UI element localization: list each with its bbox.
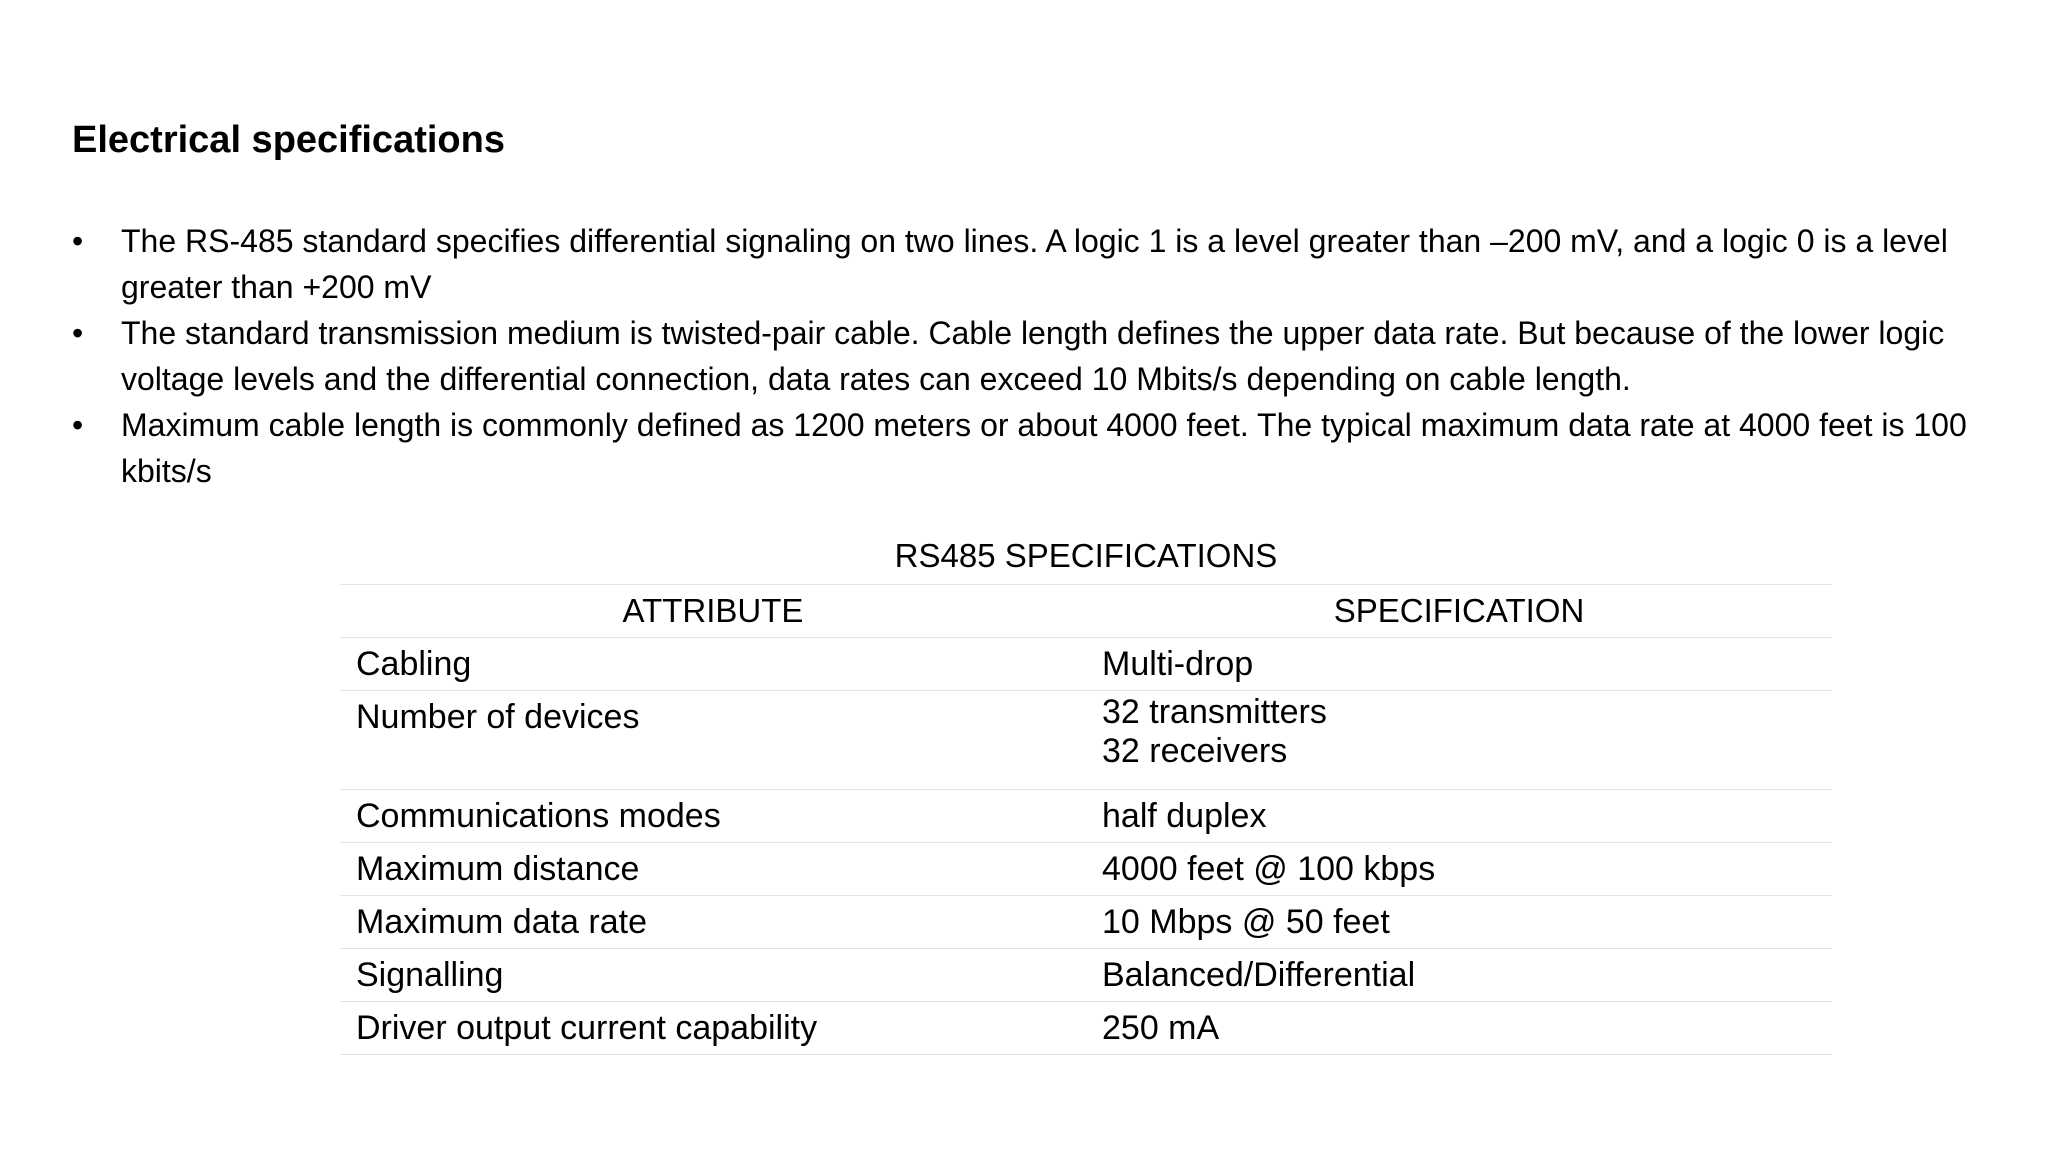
table-row <box>340 896 1832 949</box>
attribute-cell: Maximum distance <box>356 850 640 888</box>
bullet-text: Maximum cable length is commonly defined as 1200 meters or about 4000 feet. The typical maximum data rate at 4000 feet is 100 kbits/s <box>121 407 1967 489</box>
specification-line: 32 receivers <box>1102 732 1288 770</box>
attribute-cell: Maximum data rate <box>356 903 647 941</box>
table-row <box>340 691 1832 790</box>
table-row <box>340 790 1832 843</box>
attribute-cell: Communications modes <box>356 797 721 835</box>
table-header-row <box>340 585 1832 638</box>
specification-cell <box>1086 638 1832 690</box>
column-header-attribute: ATTRIBUTE <box>622 592 804 629</box>
table-row <box>340 1002 1832 1055</box>
specification-cell <box>1086 843 1832 895</box>
specification-cell <box>1086 790 1832 842</box>
bullet-list <box>72 218 2032 494</box>
table-caption: RS485 SPECIFICATIONS <box>340 528 1832 585</box>
attribute-cell: Signalling <box>356 956 504 994</box>
specification-line: Multi-drop <box>1102 645 1254 683</box>
table-row <box>340 949 1832 1002</box>
specification-cell <box>1086 949 1832 1001</box>
specification-line: 32 transmitters <box>1102 693 1327 731</box>
specification-cell <box>1086 896 1832 948</box>
column-header-specification: SPECIFICATION <box>1333 592 1585 629</box>
specification-line: 10 Mbps @ 50 feet <box>1102 903 1390 941</box>
specification-cell <box>1086 691 1832 789</box>
bullet-item <box>72 218 2032 310</box>
attribute-cell: Cabling <box>356 645 472 683</box>
table-row <box>340 638 1832 691</box>
page-title: Electrical specifications <box>72 119 505 161</box>
specification-line: 4000 feet @ 100 kbps <box>1102 850 1436 888</box>
specification-line: half duplex <box>1102 797 1267 835</box>
specifications-table <box>340 528 1832 1055</box>
specification-cell <box>1086 1002 1832 1054</box>
bullet-item <box>72 402 2032 494</box>
attribute-cell: Driver output current capability <box>356 1009 818 1047</box>
specification-line: 250 mA <box>1102 1009 1220 1047</box>
table-row <box>340 843 1832 896</box>
bullet-text: The RS-485 standard specifies differential signaling on two lines. A logic 1 is a level greater than –200 mV, and a logic 0 is a level greater than +200 mV <box>121 223 1948 305</box>
bullet-text: The standard transmission medium is twisted-pair cable. Cable length defines the upper data rate. But because of the lower logic voltage levels and the differential connection, data rates can exceed 10 Mbits/s depending on cable length. <box>121 315 1945 397</box>
bullet-icon: • <box>72 315 84 351</box>
attribute-cell: Number of devices <box>356 698 640 736</box>
specification-line: Balanced/Differential <box>1102 956 1416 994</box>
bullet-icon: • <box>72 223 84 259</box>
bullet-item <box>72 310 2032 402</box>
bullet-icon: • <box>72 407 84 443</box>
